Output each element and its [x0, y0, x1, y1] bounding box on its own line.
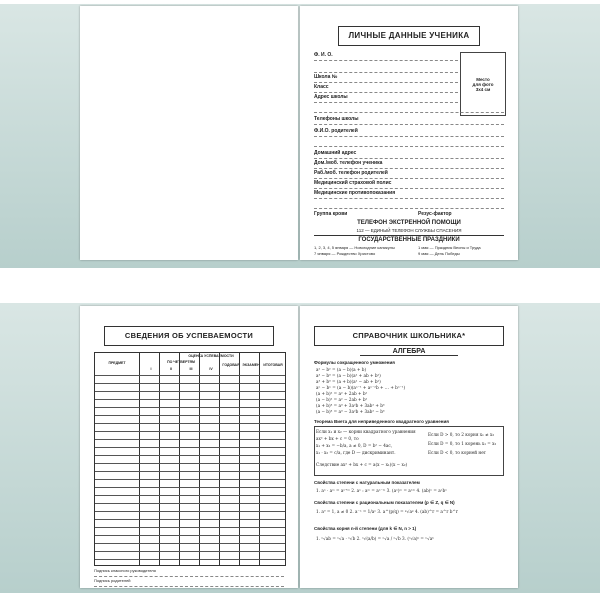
parent-signature[interactable]: Подпись родителей — [94, 578, 284, 587]
formula: a³ + b³ = (a + b)(a² − ab + b²) — [316, 379, 381, 384]
holiday-item: 7 января — Рождество Христово — [314, 251, 376, 257]
grid-row — [95, 479, 285, 480]
holidays-left — [314, 245, 395, 258]
formula: (a + b)² = a² + 2ab + b² — [316, 391, 368, 396]
formula: (a − b)³ = a³ − 3a²b + 3ab² − b³ — [316, 409, 385, 414]
field-class[interactable]: Класс — [314, 82, 458, 93]
field-parent-phone[interactable]: Раб./моб. телефон родителей — [314, 168, 504, 179]
vieta-case: Если D = 0, то 1 корень x₁ = x₂ — [428, 441, 497, 446]
grid-row — [95, 519, 285, 520]
grid-row — [95, 511, 285, 512]
reference-title: СПРАВОЧНИК ШКОЛЬНИКА* — [314, 326, 504, 346]
formula: aⁿ − bⁿ = (a − b)(aⁿ⁻¹ + aⁿ⁻²b + … + bⁿ⁻¹) — [316, 385, 406, 390]
col-q1: I — [150, 367, 152, 371]
grid-row — [95, 455, 285, 456]
emergency-title: ТЕЛЕФОН ЭКСТРЕННОЙ ПОМОЩИ — [357, 220, 461, 226]
field-school[interactable]: Школа № — [314, 72, 458, 83]
grid-row — [95, 407, 285, 408]
power-formulas: 1. aⁿ · aᵐ = aⁿ⁺ᵐ 2. aⁿ : aᵐ = aⁿ⁻ᵐ 3. (aⁿ)ᵐ = aⁿᵐ 4. (ab)ⁿ = aⁿbⁿ — [316, 488, 448, 493]
vieta-factor: Следствие ax² + bx + c = a(x − x₁)(x − x₂) — [316, 462, 408, 467]
field-blank — [314, 198, 504, 209]
field-fio[interactable]: Ф. И. О. — [314, 50, 458, 61]
formula: a³ − b³ = (a − b)(a² + ab + b²) — [316, 373, 381, 378]
field-medical[interactable]: Медицинские противопоказания — [314, 188, 504, 199]
grid-vline — [219, 353, 220, 565]
holiday-item: 1 мая — Праздник Весны и Труда — [418, 245, 481, 250]
grid-row — [95, 535, 285, 536]
holiday-item: 9 мая — День Победы — [418, 251, 460, 257]
field-insurance[interactable]: Медицинский страховой полис — [314, 178, 504, 189]
col-q2: II — [170, 367, 172, 371]
photo-label-3: 3x4 см — [475, 86, 491, 92]
holidays-right — [418, 245, 481, 258]
grid-vline — [239, 353, 240, 565]
grid-vline — [159, 353, 160, 565]
vieta-line: Если x₁ и x₂ — корни квадратного уравнения — [316, 429, 416, 434]
section-roots: Свойства корня n-й степени (для k ∈ N, n > 1) — [314, 526, 417, 531]
field-blank — [314, 136, 504, 147]
grid-row — [95, 431, 285, 432]
blank-page — [80, 6, 298, 260]
grid-row — [95, 447, 285, 448]
grid-vline — [139, 353, 140, 565]
grid-row — [95, 423, 285, 424]
grid-row — [95, 391, 285, 392]
col-quarters: ПО ЧЕТВЕРТЯМ — [167, 360, 195, 364]
section-abbrev-mult: Формулы сокращенного умножения — [314, 360, 395, 365]
field-student-phone[interactable]: Дом./моб. телефон ученика — [314, 158, 504, 169]
field-school-phones[interactable]: Телефоны школы — [314, 114, 504, 125]
grades-title: СВЕДЕНИЯ ОБ УСПЕВАЕМОСТИ — [104, 326, 274, 346]
field-blank — [314, 102, 504, 113]
grid-row — [95, 415, 285, 416]
blood-type-label: Группа крови — [314, 211, 348, 217]
grid-row — [95, 383, 285, 384]
root-formulas: 1. ⁿ√ab = ⁿ√a · ⁿ√b 2. ⁿ√(a/b) = ⁿ√a / ⁿ√b 3. (ⁿ√a)ᵏ = ⁿ√aᵏ — [316, 536, 434, 541]
section-vieta: Теорема Виета для неприведенного квадратного уравнения — [314, 419, 449, 424]
section-natural-powers: Свойства степени с натуральным показателем — [314, 480, 420, 485]
col-q4: IV — [209, 367, 213, 371]
grid-row — [95, 559, 285, 560]
col-group: ОЦЕНКА УСПЕВАЕМОСТИ — [188, 354, 234, 358]
grid-row — [95, 503, 285, 504]
vieta-case: Если D > 0, то 2 корня x₁ ≠ x₂ — [428, 432, 495, 437]
formula: (a − b)² = a² − 2ab + b² — [316, 397, 368, 402]
divider — [314, 235, 504, 236]
grid-vline — [259, 353, 260, 565]
field-home-address[interactable]: Домашний адрес — [314, 148, 504, 159]
holidays-title: ГОСУДАРСТВЕННЫЕ ПРАЗДНИКИ — [358, 237, 460, 243]
rh-factor-label: Резус-фактор — [418, 211, 452, 217]
field-parents[interactable]: Ф.И.О. родителей — [314, 126, 504, 137]
field-school-address[interactable]: Адрес школы — [314, 92, 458, 103]
grades-table — [94, 352, 286, 566]
col-final: ИТОГОВАЯ — [263, 363, 283, 367]
col-q3: III — [189, 367, 193, 371]
vieta-case: Если D < 0, то корней нет — [428, 450, 487, 455]
grid-vline — [179, 353, 180, 565]
grid-row — [95, 399, 285, 400]
reference-page — [300, 306, 518, 588]
photo-label-2: для фото — [472, 81, 494, 87]
grades-page — [80, 306, 298, 588]
col-subject: ПРЕДМЕТ — [108, 361, 126, 365]
grid-row — [95, 463, 285, 464]
personal-data-page — [300, 6, 518, 260]
grid-vline — [199, 353, 200, 565]
rational-formulas: 1. a⁰ = 1, a ≠ 0 2. a⁻ⁿ = 1/aⁿ 3. a^(p/q) = ᵠ√aᵖ 4. (ab)^r = a^r b^r — [316, 509, 458, 514]
section-rational-powers: Свойства степени с рациональным показателем (p ∈ Z, q ∈ N) — [314, 500, 455, 505]
formula: a² − b² = (a − b)(a + b) — [316, 367, 367, 372]
grid-row — [95, 439, 285, 440]
emergency-subtitle: 112 — ЕДИНЫЙ ТЕЛЕФОН СЛУЖБЫ СПАСЕНИЯ — [356, 228, 462, 233]
col-year: ГОДОВАЯ — [222, 363, 240, 367]
personal-title: ЛИЧНЫЕ ДАННЫЕ УЧЕНИКА — [338, 26, 480, 46]
grid-row — [95, 495, 285, 496]
col-exam: ЭКЗАМЕН — [242, 363, 260, 367]
grid-row — [95, 543, 285, 544]
formula: (a + b)³ = a³ + 3a²b + 3ab² + b³ — [316, 403, 385, 408]
vieta-line: ax² + bx + c = 0, то — [316, 436, 359, 441]
algebra-heading: АЛГЕБРА — [360, 348, 458, 356]
teacher-signature[interactable]: Подпись классного руководителя — [94, 568, 284, 577]
photo-label-1: Место — [476, 76, 490, 82]
holiday-item: 1, 2, 3, 4, 5 января — Новогодние каникулы — [314, 245, 395, 250]
vieta-line: x₁ · x₂ = c/a, где D — дискриминант. — [316, 450, 396, 455]
grid-row — [95, 487, 285, 488]
grid-row — [95, 527, 285, 528]
grid-row — [95, 375, 285, 376]
grid-row — [95, 551, 285, 552]
vieta-line: x₁ + x₂ = −b/a, a ≠ 0, D = b² − 4ac, — [316, 443, 393, 448]
grid-row — [95, 471, 285, 472]
